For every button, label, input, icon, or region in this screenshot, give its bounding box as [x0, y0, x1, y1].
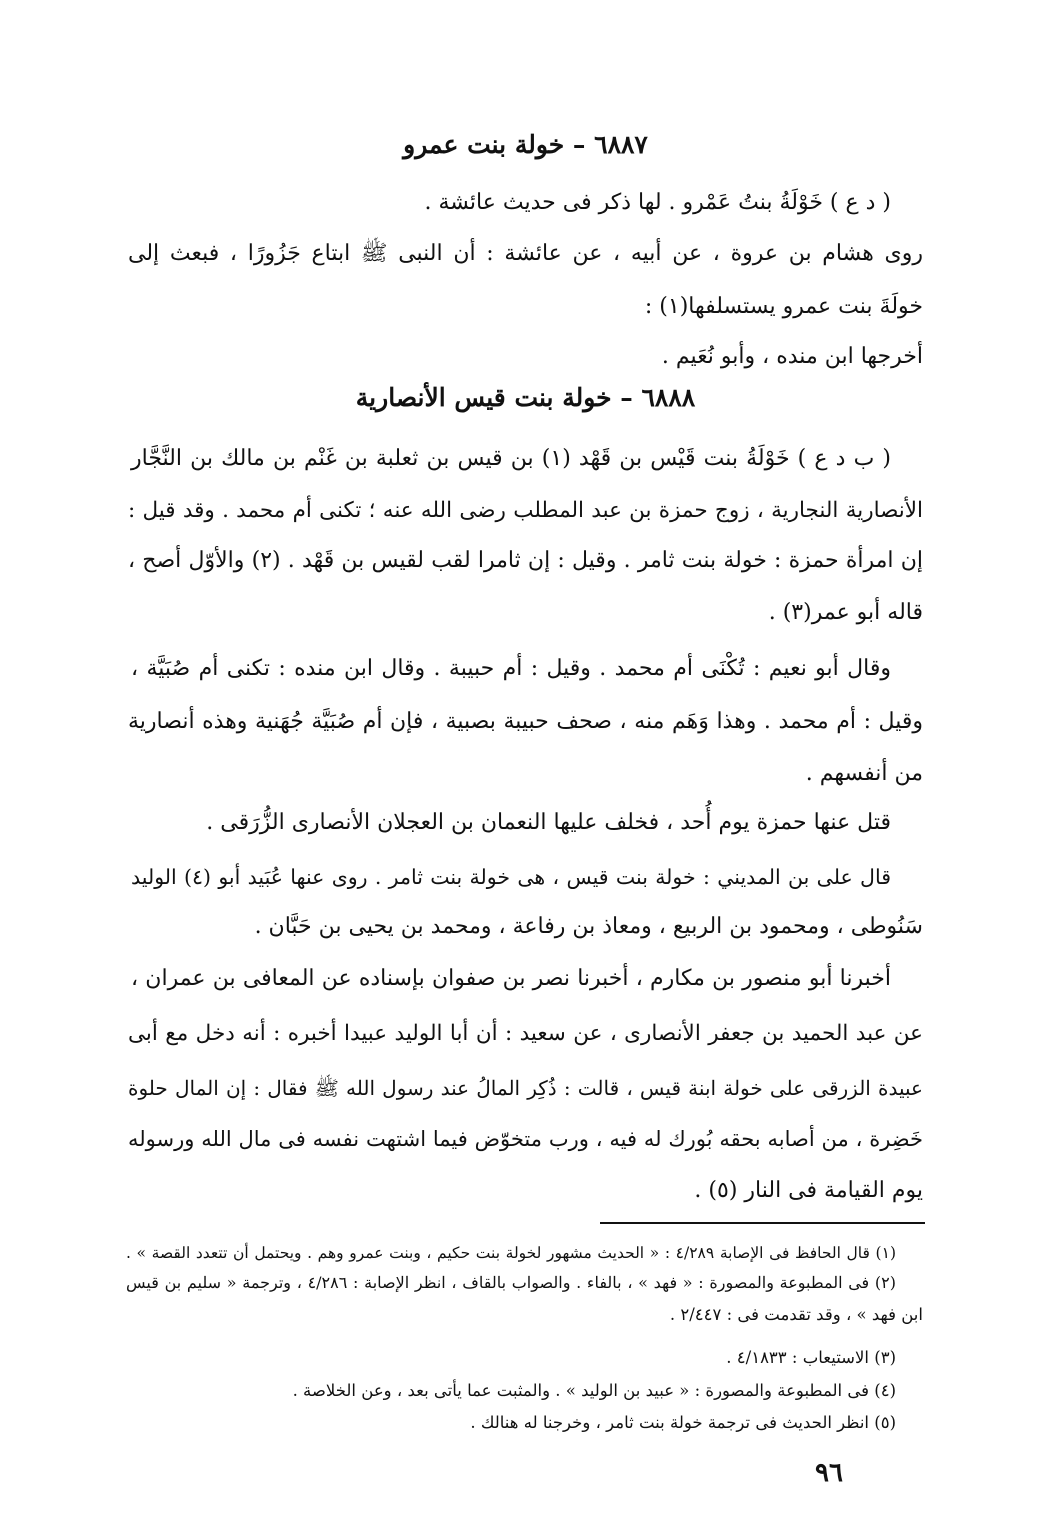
entry-6887-line-3: خولَةَ بنت عمرو يستسلفها(١) :: [644, 294, 923, 319]
footnote-1: (١) قال الحافظ فى الإصابة ٤/٢٨٩ : « الحديث مشهور لخولة بنت حكيم ، وبنت عمرو وهم . ويحتمل أن تتعدد القصة » .: [126, 1244, 896, 1262]
entry-6888-line-12: عن عبد الحميد بن جعفر الأنصارى ، عن سعيد : أن أبا الوليد عبيدا أخبره : أنه دخل مع أبى: [128, 1021, 923, 1046]
entry-6888-line-15: يوم القيامة فى النار (٥) .: [694, 1178, 923, 1203]
entry-6888-title: ٦٨٨٨ – خولة بنت قيس الأنصارية: [355, 383, 696, 412]
entry-6887-title: ٦٨٨٧ – خولة بنت عمرو: [403, 130, 648, 159]
entry-6888-line-11: أخبرنا أبو منصور بن مكارم ، أخبرنا نصر بن صفوان بإسناده عن المعافى بن عمران ،: [131, 966, 891, 991]
footnote-5: (٥) انظر الحديث فى ترجمة خولة بنت ثامر ، وخرجنا له هنالك .: [470, 1413, 896, 1432]
page-number: ٩٦: [815, 1458, 843, 1488]
entry-6887-line-2: روى هشام بن عروة ، عن أبيه ، عن عائشة : أن النبى ﷺ ابتاع جَزُورًا ، فبعث إلى: [128, 241, 923, 266]
footnote-separator: [600, 1222, 925, 1224]
footnote-3: (٣) الاستيعاب : ٤/١٨٣٣ .: [726, 1348, 896, 1367]
entry-6888-line-4: قاله أبو عمر(٣) .: [768, 600, 923, 625]
entry-6887-line-4: أخرجها ابن منده ، وأبو نُعَيم .: [661, 344, 923, 369]
entry-6888-line-3: إن امرأة حمزة : خولة بنت ثامر . وقيل : إن ثامرا لقب لقيس بن قَهْد . (٢) والأوّل أصح ،: [128, 548, 923, 573]
entry-6888-line-7: من أنفسهم .: [805, 761, 923, 786]
entry-6888-line-10: سَنُوطى ، ومحمود بن الربيع ، ومعاذ بن رفاعة ، ومحمد بن يحيى بن حَبَّان .: [254, 914, 923, 939]
entry-6888-line-9: قال على بن المديني : خولة بنت قيس ، هى خولة بنت ثامر . روى عنها عُبَيد أبو (٤) الوليد: [131, 865, 891, 889]
entry-6888-line-14: خَضِرة ، من أصابه بحقه بُورك له فيه ، ورب متخوّض فيما اشتهت نفسه فى مال الله ورسوله: [128, 1127, 923, 1151]
entry-6887-line-1: ( د ع ) خَوْلَةُ بنتُ عَمْرو . لها ذكر فى حديث عائشة .: [424, 190, 891, 215]
footnote-2-continuation: ابن فهد » ، وقد تقدمت فى : ٢/٤٤٧ .: [669, 1305, 923, 1324]
entry-6888-line-6: وقيل : أم محمد . وهذا وَهَم منه ، صحف حبيبة بصبية ، فإن أم صُبَيَّة جُهَنية وهذه أنصارية: [128, 709, 923, 734]
entry-6888-line-5: وقال أبو نعيم : تُكْنَى أم محمد . وقيل : أم حبيبة . وقال ابن منده : تكنى أم صُبَيَّة ،: [131, 656, 891, 681]
footnote-4: (٤) فى المطبوعة والمصورة : « عبيد بن الوليد » . والمثبت عما يأتى بعد ، وعن الخلاصة .: [292, 1381, 896, 1400]
entry-6888-line-1: ( ب د ع ) خَوْلَةُ بنت قَيْس بن قَهْد (١) بن قيس بن ثعلبة بن غَنْم بن مالك بن النَّجَّار: [131, 446, 891, 471]
entry-6888-line-13: عبيدة الزرقى على خولة ابنة قيس ، قالت : ذُكِر المالُ عند رسول الله ﷺ فقال : إن المال حلوة: [128, 1076, 923, 1100]
entry-6888-line-8: قتل عنها حمزة يوم أُحد ، فخلف عليها النعمان بن العجلان الأنصارى الزُّرَقى .: [206, 810, 891, 835]
entry-6888-line-2: الأنصارية النجارية ، زوج حمزة بن عبد المطلب رضى الله عنه ؛ تكنى أم محمد . وقد قيل :: [128, 498, 923, 523]
footnote-2: (٢) فى المطبوعة والمصورة : « فهد » ، بالفاء . والصواب بالقاف ، انظر الإصابة : ٤/٢٨٦ ، وترجمة « سليم بن قيس: [126, 1273, 896, 1292]
